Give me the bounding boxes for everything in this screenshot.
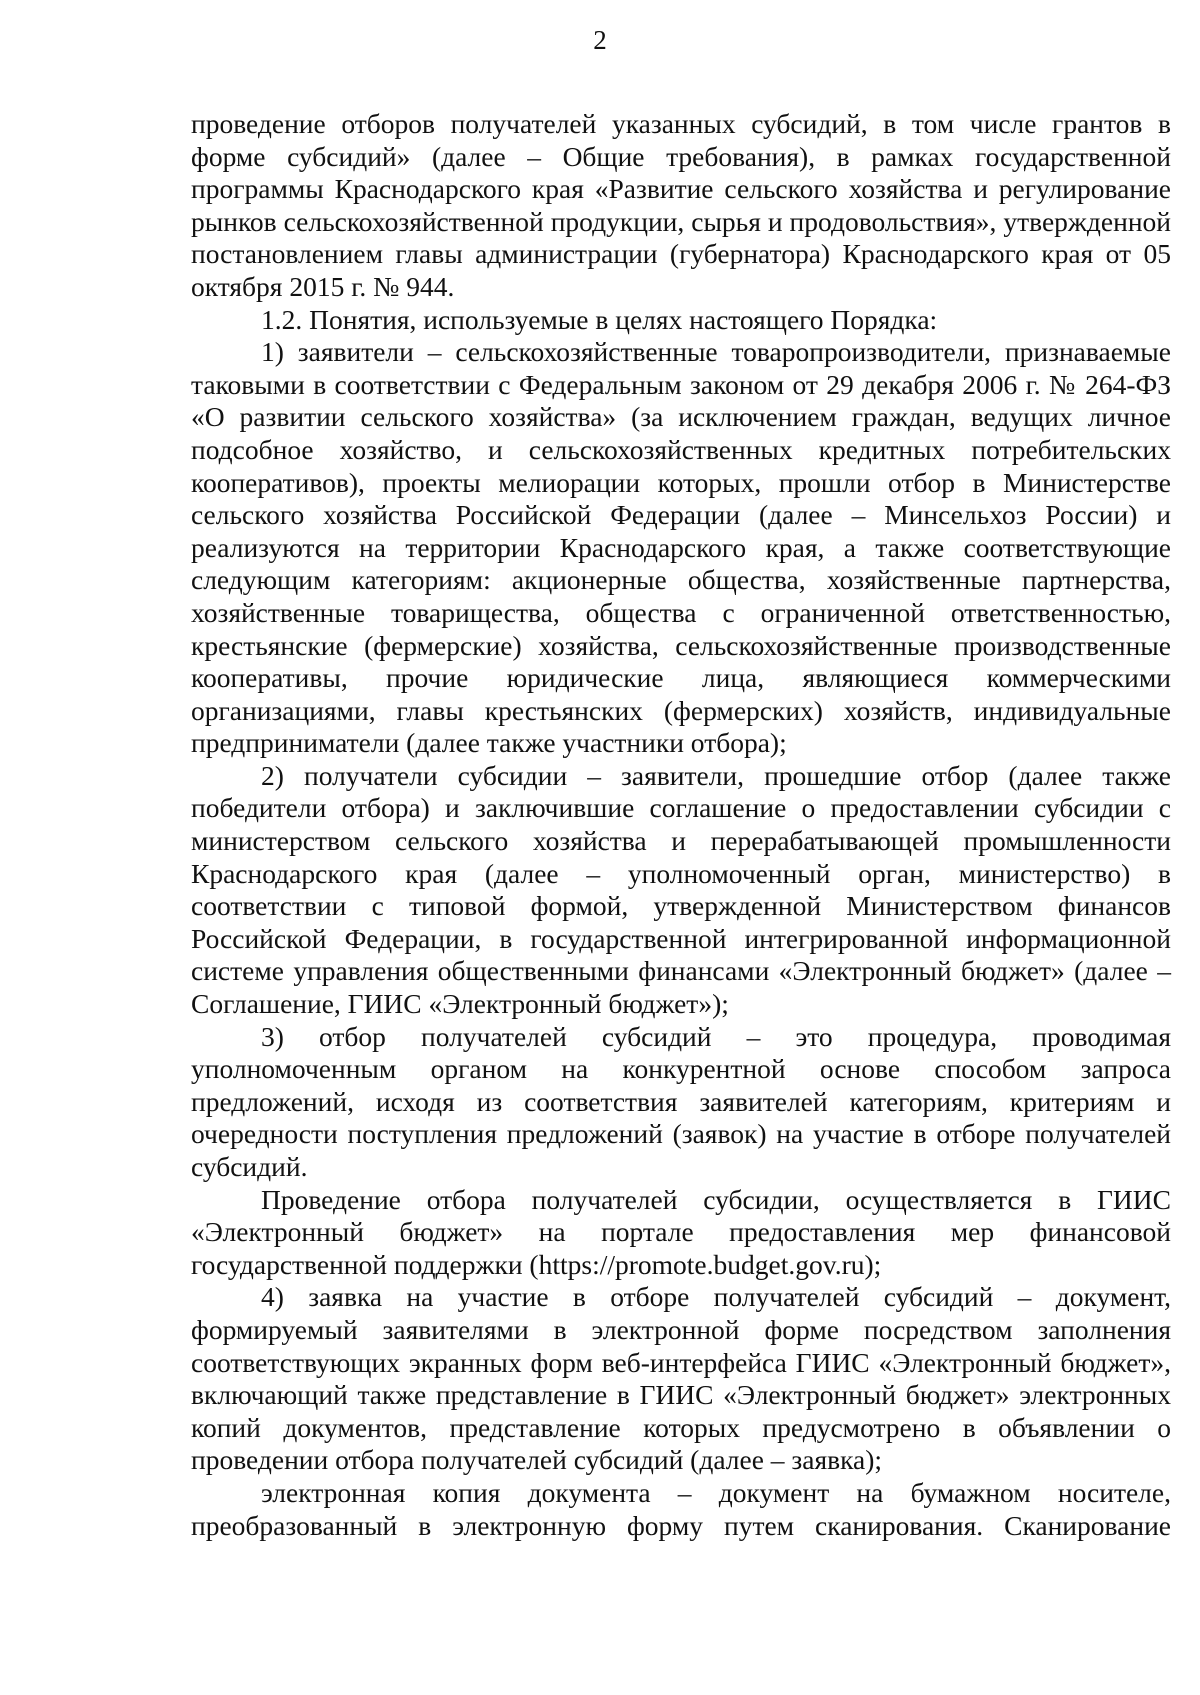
paragraph-application: 4) заявка на участие в отборе получателей субсидий – документ, формируемый заявителями в электронной форме посредством заполнения соответствующих экранных форм веб-интерфейса ГИИС «Электронный бюджет», включающий также представление в ГИИС «Электронный бюджет» электронных копий документов, представление которых предусмотрено в объявлении о проведении отбора получателей субсидий (далее – заявка);: [191, 1281, 1171, 1476]
paragraph-selection-procedure: Проведение отбора получателей субсидии, осуществляется в ГИИС «Электронный бюджет» на портале предоставления мер финансовой государственной поддержки (https://promote.budget.gov.ru);: [191, 1183, 1171, 1280]
page-number: 2: [593, 25, 607, 55]
document-body: [191, 108, 1171, 1542]
paragraph-general-requirements: проведение отборов получателей указанных субсидий, в том числе грантов в форме субсидий» (далее – Общие требования), в рамках государственной программы Краснодарского края «Развитие сельского хозяйства и регулирование рынков сельскохозяйственной продукции, сырья и продовольствия», утвержденной постановлением главы администрации (губернатора) Краснодарского края от 05 октября 2015 г. № 944.: [191, 108, 1171, 302]
paragraph-applicants: 1) заявители – сельскохозяйственные товаропроизводители, признаваемые таковыми в соответствии с Федеральным законом от 29 декабря 2006 г. № 264-ФЗ «О развитии сельского хозяйства» (за исключением граждан, ведущих личное подсобное хозяйство, и сельскохозяйственных кредитных потребительских кооперативов), проекты мелиорации которых, прошли отбор в Министерстве сельского хозяйства Российской Федерации (далее – Минсельхоз России) и реализуются на территории Краснодарского края, а также соответствующие следующим категориям: акционерные общества, хозяйственные партнерства, хозяйственные товарищества, общества с ограниченной ответственностью, крестьянские (фермерские) хозяйства, сельскохозяйственные производственные кооперативы, прочие юридические лица, являющиеся коммерческими организациями, главы крестьянских (фермерских) хозяйств, индивидуальные предприниматели (далее также участники отбора);: [191, 336, 1171, 759]
paragraph-1-2-definitions: 1.2. Понятия, используемые в целях настоящего Порядка:: [261, 303, 938, 335]
paragraph-subsidy-recipients: 2) получатели субсидии – заявители, прошедшие отбор (далее также победители отбора) и заключившие соглашение о предоставлении субсидии с министерством сельского хозяйства и перерабатывающей промышленности Краснодарского края (далее – уполномоченный орган, министерство) в соответствии с типовой формой, утвержденной Министерством финансов Российской Федерации, в государственной интегрированной информационной системе управления общественными финансами «Электронный бюджет» (далее – Соглашение, ГИИС «Электронный бюджет»);: [191, 759, 1171, 1020]
paragraph-recipient-selection: 3) отбор получателей субсидий – это процедура, проводимая уполномоченным органом на конкурентной основе способом запроса предложений, исходя из соответствия заявителей категориям, критериям и очередности поступления предложений (заявок) на участие в отборе получателей субсидий.: [191, 1020, 1171, 1182]
paragraph-electronic-copy: электронная копия документа – документ на бумажном носителе, преобразованный в электронную форму путем сканирования. Сканирование: [191, 1476, 1171, 1541]
